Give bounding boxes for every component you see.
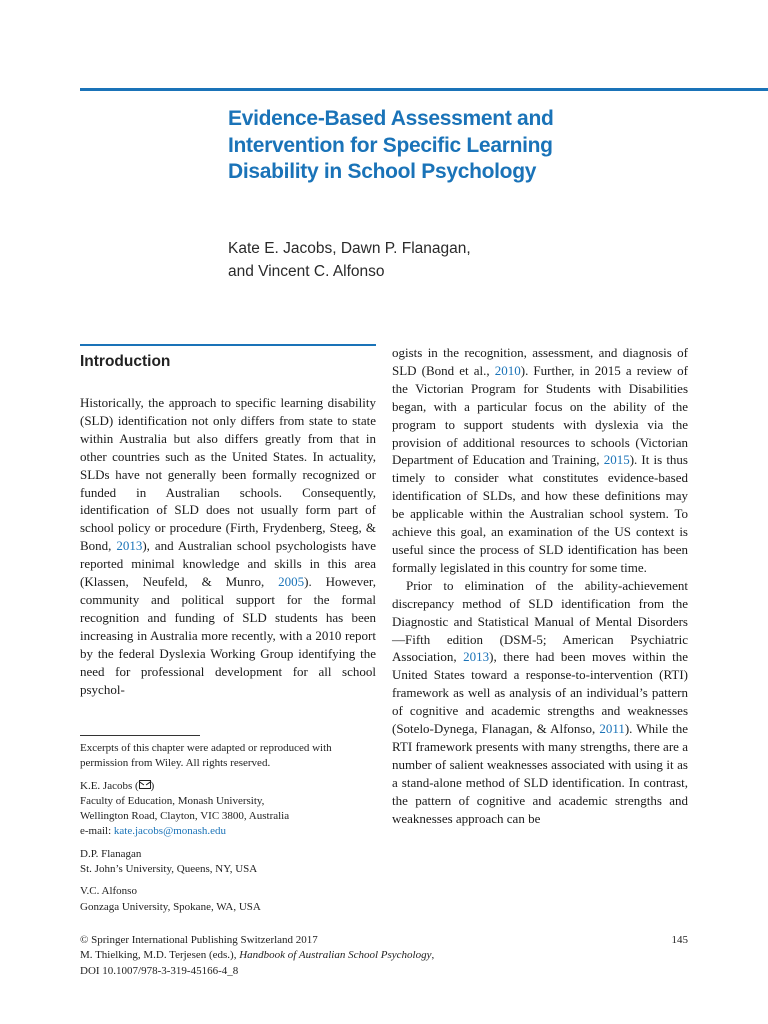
text-run: Historically, the approach to specific learning disability (SLD) identification not only differs from state to state within Australia but also differs greatly from that in other countries such as the United States. In actuality, SLDs have not generally been formally recognized or funded in Australian schools. Consequently, identification of SLD does not usually form part of school policy or procedure (Firth, Frydenberg, Steeg, & Bond, (80, 395, 376, 554)
left-column (80, 344, 376, 698)
text-run: ). Further, in 2015 a review of the Victorian Program for Students with Disabilities began, with a particular focus on the ability of the program to support students with dyslexia via the provision of additional resources to schools (Victorian Department of Education and Training, (392, 362, 688, 468)
top-rule (80, 88, 768, 91)
authors-line-2: and Vincent C. Alfonso (228, 263, 385, 280)
text-run: ), there had been moves within the United States toward a response-to-intervention (RTI) framework as well as analysis of an individual’s pattern of cognitive and academic strengths and weaknesses (Sotelo-Dynega, Flanagan, & Alfonso, (392, 649, 688, 737)
section-rule (80, 344, 376, 346)
email-link[interactable]: kate.jacobs@monash.edu (113, 825, 227, 838)
text-run: ogists in the recognition, assessment, and diagnosis of SLD (Bond et al., (392, 345, 688, 378)
text-run: ). It is thus timely to consider what constitutes evidence-based identification of SLDs, and how these definitions may be applicable within the Australian school system. To achieve this goal, an examination of the US context is useful since the process of SLD identification has been formally legislated in this country for some time. (392, 452, 688, 575)
text-run: ), and Australian school psychologists have reported minimal knowledge and skills in this area (Klassen, Neufeld, & Munro, (80, 538, 376, 590)
affiliation-flanagan (80, 847, 380, 878)
intro-paragraph-continued (392, 344, 688, 577)
book-title: Handbook of Australian School Psychology (239, 949, 432, 962)
affiliation-alfonso (80, 884, 380, 915)
name-text: K.E. Jacobs ( (80, 779, 139, 792)
author-name-flanagan: D.P. Flanagan (80, 847, 142, 860)
footnotes (80, 741, 380, 922)
affiliation-jacobs (80, 779, 380, 840)
author-name-jacobs (80, 779, 380, 794)
email-label: e-mail: (80, 825, 114, 838)
doi-line: DOI 10.1007/978-3-319-45166-4_8 (80, 964, 239, 977)
citation-link[interactable]: 2015 (603, 452, 630, 468)
editors-line (80, 948, 688, 963)
authors-line-1: Kate E. Jacobs, Dawn P. Flanagan, (228, 240, 471, 257)
right-column (392, 344, 688, 827)
text-run: ). While the RTI framework presents with many strengths, there are a number of salient weaknesses associated with using it as a stand-alone method of SLD identification. In contrast, the pattern of cognitive and academic strengths and weaknesses approach can be (392, 721, 688, 826)
publication-footer (80, 933, 688, 979)
citation-link[interactable]: 2011 (599, 721, 625, 737)
affiliation-line-1: Faculty of Education, Monash University, (80, 794, 265, 807)
section-heading-introduction: Introduction (80, 353, 171, 370)
name-text-end: ) (150, 779, 155, 792)
copyright-line: © Springer International Publishing Switzerland 2017 (80, 934, 318, 946)
affiliation-line-2: Wellington Road, Clayton, VIC 3800, Australia (80, 810, 290, 823)
text-run: Prior to elimination of the ability-achievement discrepancy method of SLD identification from the Diagnostic and Statistical Manual of Mental Disorders—Fifth edition (DSM-5; American Psychiatric Association, (392, 577, 688, 665)
book-title-end: , (431, 949, 435, 962)
citation-link[interactable]: 2010 (494, 362, 521, 378)
affiliation-alfonso-line: Gonzaga University, Spokane, WA, USA (80, 900, 261, 913)
author-name-alfonso: V.C. Alfonso (80, 885, 137, 898)
envelope-icon (139, 780, 151, 789)
text-run: ). However, community and political support for the formal recognition and funding of SLD students has been increasing in Australia more recently, with a 2010 report by the federal Dyslexia Working Group identifying the need for professional development for all school psychol- (80, 574, 376, 697)
page-number: 145 (671, 934, 688, 946)
footnote-rule (80, 735, 200, 736)
intro-paragraph-1 (80, 394, 376, 698)
permission-line-1: Excerpts of this chapter were adapted or reproduced with (80, 742, 332, 754)
affiliation-flanagan-line: St. John’s University, Queens, NY, USA (80, 863, 258, 876)
author-list (228, 237, 648, 283)
email-line (80, 824, 380, 839)
citation-link[interactable]: 2013 (463, 649, 490, 665)
citation-link[interactable]: 2005 (278, 574, 305, 590)
intro-paragraph-2 (392, 577, 688, 828)
editors-text: M. Thielking, M.D. Terjesen (eds.), (80, 949, 240, 962)
permission-line-2: permission from Wiley. All rights reserved. (80, 757, 271, 770)
permission-note (80, 741, 380, 772)
citation-link[interactable]: 2013 (116, 538, 143, 554)
chapter-title: Evidence-Based Assessment and Intervention for Specific Learning Disability in School Psychology (228, 107, 554, 183)
